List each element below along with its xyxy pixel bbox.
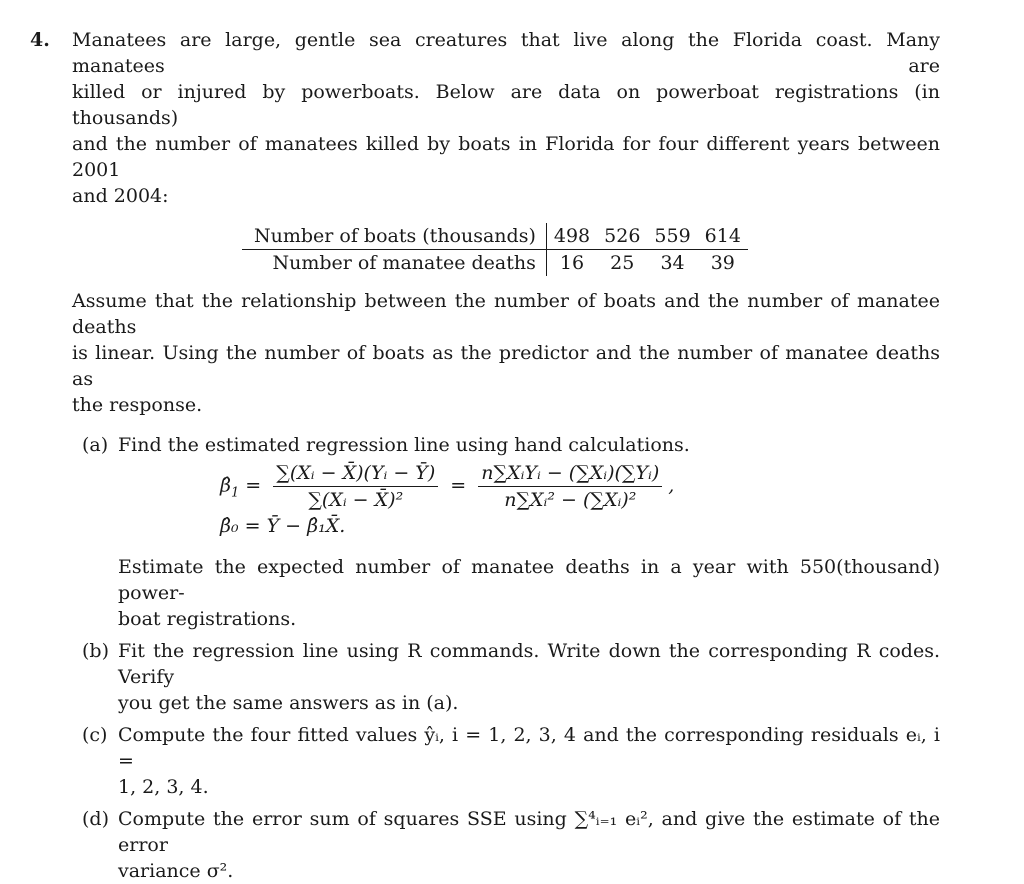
regression-formula [220, 460, 940, 548]
table-cell: 25 [610, 252, 635, 274]
part-a [30, 432, 940, 458]
part-d-label: (d) [82, 808, 109, 830]
intro-line-4: and 2004: [72, 185, 169, 207]
table-cell: 498 [546, 223, 597, 250]
assumption-text [30, 288, 940, 418]
table-cell: 559 [647, 223, 697, 250]
question-intro [30, 27, 940, 209]
table-cell: 526 [597, 223, 647, 250]
beta1-denominator: ∑(Xᵢ − X̄)² [308, 489, 404, 511]
part-b-line-1: Fit the regression line using R commands. Write down the corresponding R codes. Verify [118, 640, 940, 688]
data-table [242, 223, 748, 276]
table-cell: 34 [660, 252, 685, 274]
part-a-text: Find the estimated regression line using hand calculations. [118, 434, 690, 456]
part-b-line-2: you get the same answers as in (a). [118, 692, 459, 714]
assume-line-2: is linear. Using the number of boats as the predictor and the number of manatee deaths as [72, 342, 940, 390]
intro-line-1: Manatees are large, gentle sea creatures that live along the Florida coast. Many manatees are [72, 29, 940, 77]
part-d-line-2: variance σ². [118, 860, 234, 882]
question-number: 4. [30, 29, 50, 51]
estimate-line-2: boat registrations. [118, 608, 297, 630]
beta1-alt-numerator: n∑XᵢYᵢ − (∑Xᵢ)(∑Yᵢ) [478, 460, 662, 487]
beta1-alt-denominator: n∑Xᵢ² − (∑Xᵢ)² [504, 489, 637, 511]
part-c [30, 722, 940, 800]
part-c-line-1: Compute the four fitted values ŷᵢ, i = 1, 2, 3, 4 and the corresponding residuals eᵢ, i = [118, 724, 940, 772]
beta1-alt-fraction [478, 460, 662, 513]
part-a-label: (a) [82, 434, 109, 456]
table-row-deaths [242, 250, 748, 277]
part-c-label: (c) [82, 724, 108, 746]
table-row-boats [242, 223, 748, 250]
part-b-label: (b) [82, 640, 109, 662]
part-a-estimate [30, 554, 940, 632]
beta1-symbol: β̂ [220, 474, 231, 497]
part-b [30, 638, 940, 716]
row-label-boats: Number of boats (thousands) [242, 223, 546, 250]
intro-line-2: killed or injured by powerboats. Below are data on powerboat registrations (in thousands) [72, 81, 940, 129]
beta1-formula: $\betâ_1$ = $\frac{\text{∑(Xᵢ − X̄)(Yᵢ − Ȳ)}}{\text{∑(Xᵢ − X̄)²}}$ = $\frac{\text{n∑XᵢYᵢ − (∑Xᵢ)(∑Yᵢ)}}{\text{n∑Xᵢ² − (∑Xᵢ)²}}$ , [220, 462, 675, 511]
row-label-deaths: Number of manatee deaths [242, 250, 546, 277]
assume-line-3: the response. [72, 394, 203, 416]
estimate-line-1: Estimate the expected number of manatee deaths in a year with 550(thousand) power- [118, 556, 940, 604]
intro-line-3: and the number of manatees killed by boats in Florida for four different years between 2001 [72, 133, 940, 181]
beta0-formula: β̂₀ = Ȳ − β̂₁X̄. [220, 515, 346, 537]
table-cell: 39 [710, 252, 735, 274]
assume-line-1: Assume that the relationship between the number of boats and the number of manatee deaths [72, 290, 940, 338]
part-d [30, 806, 940, 884]
table-cell: 16 [559, 252, 585, 274]
beta1-numerator: ∑(Xᵢ − X̄)(Yᵢ − Ȳ) [273, 460, 438, 487]
beta1-fraction [273, 460, 438, 513]
table-cell: 614 [698, 223, 748, 250]
part-c-line-2: 1, 2, 3, 4. [118, 776, 209, 798]
question-4 [30, 27, 940, 884]
part-d-line-1: Compute the error sum of squares SSE using ∑⁴ᵢ₌₁ eᵢ², and give the estimate of the error [118, 808, 940, 856]
